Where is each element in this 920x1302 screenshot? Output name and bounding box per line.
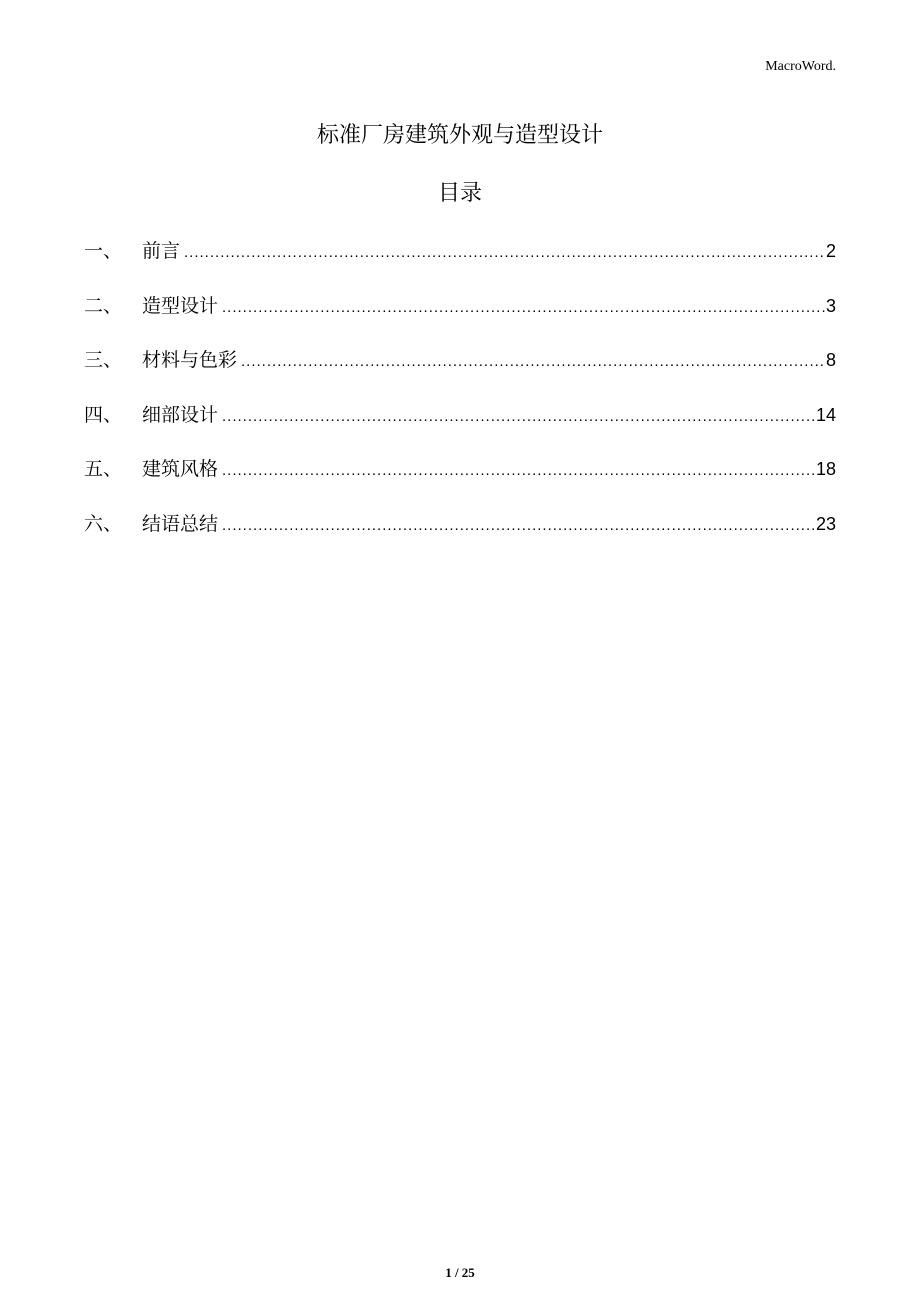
toc-entry-page: 23	[815, 513, 836, 534]
document-title: 标准厂房建筑外观与造型设计	[316, 123, 603, 148]
toc-entry-materials-colors[interactable]	[84, 345, 836, 400]
toc-entry-number: 三、	[84, 349, 123, 372]
toc-heading: 目录	[437, 181, 482, 206]
toc-dot-leader	[222, 402, 815, 432]
toc-entry-title: 建筑风格	[142, 458, 219, 481]
table-of-contents	[84, 236, 836, 564]
toc-entry-number: 四、	[84, 403, 123, 426]
toc-entry-conclusion[interactable]	[84, 509, 836, 564]
toc-entry-preface[interactable]	[84, 236, 836, 291]
toc-dot-leader	[241, 347, 825, 377]
toc-entry-number: 一、	[84, 240, 123, 262]
toc-entry-page: 18	[815, 459, 836, 480]
toc-entry-number: 六、	[84, 512, 123, 535]
toc-dot-leader	[222, 511, 815, 541]
toc-entry-title: 前言	[142, 240, 181, 262]
toc-entry-title: 细部设计	[142, 403, 219, 426]
toc-entry-page: 3	[825, 295, 836, 316]
toc-dot-leader	[222, 293, 825, 323]
toc-entry-number: 二、	[84, 294, 123, 317]
toc-dot-leader	[184, 238, 825, 268]
toc-entry-detail-design[interactable]	[84, 400, 836, 455]
toc-entry-title: 造型设计	[142, 294, 219, 317]
toc-entry-architectural-style[interactable]	[84, 454, 836, 509]
toc-entry-page: 2	[825, 241, 836, 261]
toc-entry-title: 结语总结	[142, 512, 219, 535]
toc-entry-title: 材料与色彩	[142, 349, 238, 372]
header-watermark: MacroWord.	[765, 59, 836, 74]
toc-entry-form-design[interactable]	[84, 291, 836, 346]
toc-entry-page: 8	[825, 350, 836, 371]
toc-entry-number: 五、	[84, 458, 123, 481]
toc-dot-leader	[222, 456, 815, 486]
toc-entry-page: 14	[815, 404, 836, 425]
page-number-indicator: 1 / 25	[445, 1265, 475, 1280]
